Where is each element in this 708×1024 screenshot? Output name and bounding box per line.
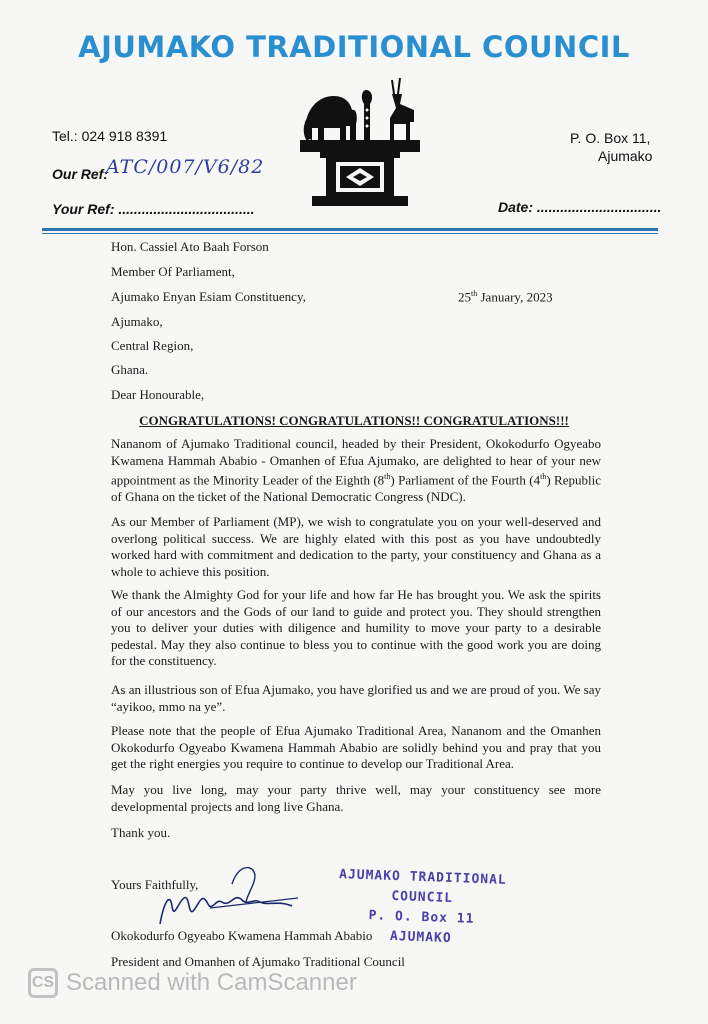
our-ref-value: ATC/007/V6/82: [106, 156, 265, 178]
town: Ajumako: [598, 148, 653, 164]
recipient-line: Ghana.: [111, 362, 149, 377]
letterhead-title: AJUMAKO TRADITIONAL COUNCIL: [78, 30, 630, 64]
letterhead-rule: [42, 228, 658, 231]
camscanner-icon: CS: [28, 968, 58, 998]
paragraph: May you live long, may your party thrive well, may your constituency see more developmental projects and long live Ghana.: [111, 782, 601, 814]
recipient-line: Ajumako Enyan Esiam Constituency,: [111, 289, 306, 304]
paragraph: As an illustrious son of Efua Ajumako, you have glorified us and we are proud of you. We say “ayikoo, mmo na ye”.: [111, 682, 601, 714]
paragraph: We thank the Almighty God for your life and how far He has brought you. We ask the spirits of our ancestors and the Gods of our land to guide and protect you. They should strengthen you to deliver your duties with diligence and humility to move your party to a desirable pedestal. May they also continue to bless you to continue with the good work you are doing for the constituency.: [111, 587, 601, 668]
paragraph: Please note that the people of Efua Ajumako Traditional Area, Nananom and the Omanhen Okokodurfo Ogyeabo Kwamena Hammah Ababio are solidly behind you and pray that you get the right energies you require to continue to develop our Traditional Area.: [111, 723, 601, 771]
letter-date: 25th January, 2023: [458, 289, 553, 305]
closing-yours: Yours Faithfully,: [111, 877, 199, 892]
date-field: Date: ................................: [498, 199, 662, 215]
signatory-name: Okokodurfo Ogyeabo Kwamena Hammah Ababio: [111, 928, 373, 943]
council-stamp: AJUMAKO TRADITIONAL COUNCIL P. O. Box 11 AJUMAKO: [338, 867, 507, 947]
recipient-line: Ajumako,: [111, 314, 163, 329]
paragraph: Nananom of Ajumako Traditional council, headed by their President, Okokodurfo Ogyeabo Kwamena Hammah Ababio - Omanhen of Efua Ajumako, are delighted to hear of your new appointment as the Minority Leader of the Eighth (8th) Parliament of the Fourth (4th) Republic of Ghana on the ticket of the National Democratic Congress (NDC).: [111, 436, 601, 504]
paragraph: As our Member of Parliament (MP), we wish to congratulate you on your well-deserved and overlong political success. We are highly elated with this post as you have undoubtedly worked hard with commitment and dedication to the party, your constituency and Ghana as a whole to achieve this position.: [111, 514, 601, 579]
letter-heading: CONGRATULATIONS! CONGRATULATIONS!! CONGRATULATIONS!!!: [139, 413, 569, 428]
signature: [150, 862, 310, 932]
thank-you: Thank you.: [111, 825, 171, 840]
recipient-line: Member Of Parliament,: [111, 264, 235, 279]
letterhead-rule-thin: [42, 233, 658, 234]
council-emblem-icon: [296, 76, 424, 212]
telephone: Tel.: 024 918 8391: [52, 128, 168, 144]
camscanner-watermark: [28, 968, 357, 998]
signatory-title: President and Omanhen of Ajumako Traditional Council: [111, 954, 405, 969]
salutation: Dear Honourable,: [111, 387, 205, 402]
po-box: P. O. Box 11,: [570, 130, 651, 146]
recipient-name: Hon. Cassiel Ato Baah Forson: [111, 239, 269, 254]
your-ref: Your Ref: ...................................: [52, 201, 255, 217]
watermark-text: Scanned with CamScanner: [66, 969, 357, 996]
recipient-line: Central Region,: [111, 338, 194, 353]
our-ref-label: Our Ref:: [52, 166, 108, 182]
